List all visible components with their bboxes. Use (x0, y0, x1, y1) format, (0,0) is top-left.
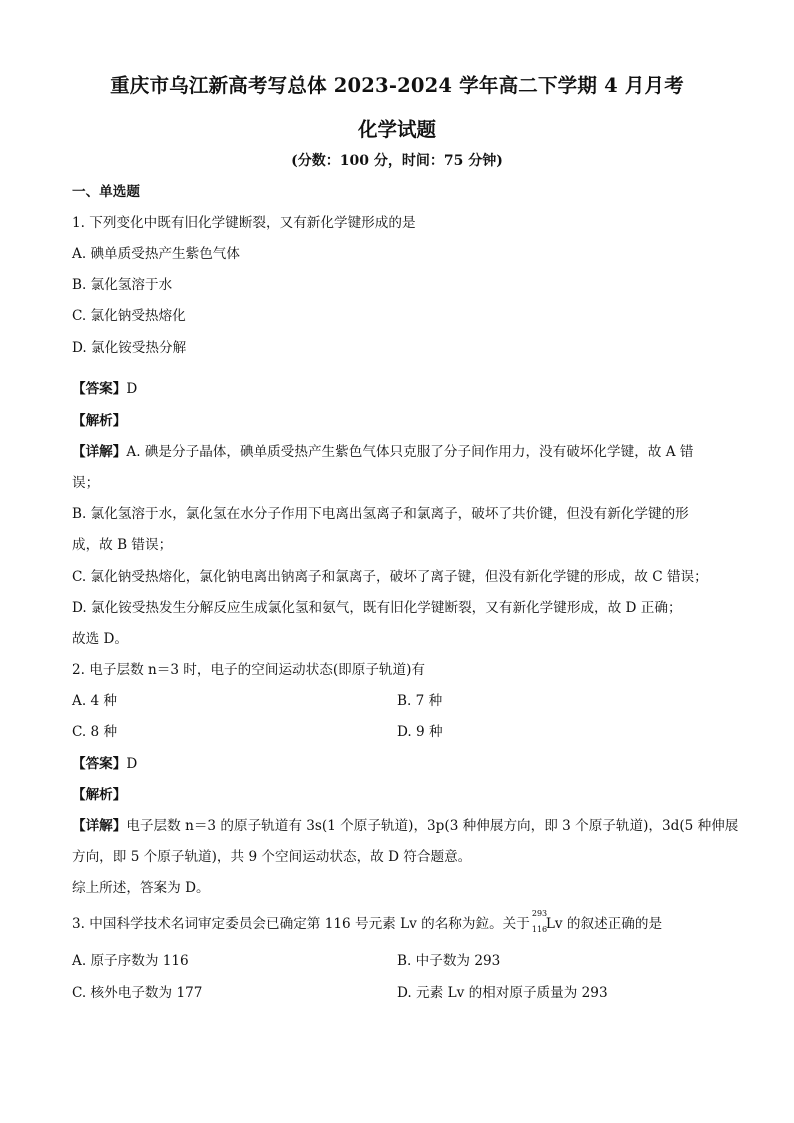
answer-value: D (126, 381, 138, 397)
q2-detail-line: 综上所述，答案为 D。 (72, 880, 210, 896)
nuclide-number: 116 (531, 925, 548, 934)
q1-detail-line: 成，故 B 错误； (72, 537, 173, 553)
nuclide-notation (530, 909, 548, 934)
nuclide-symbol: Lv (545, 916, 563, 932)
q1-detail-line (72, 442, 693, 462)
q1-option-c: C. 氯化钠受热熔化 (72, 308, 186, 324)
detail-text: 电子层数 n＝3 的原子轨道有 3s(1 个原子轨道)，3p(3 种伸展方向，即 3 个原子轨道)，3d(5 种伸展 (126, 818, 739, 834)
exam-subtitle: 化学试题 (357, 118, 436, 141)
q1-detail-line: 故选 D。 (72, 631, 129, 647)
q1-option-d: D. 氯化铵受热分解 (72, 340, 187, 356)
q2-option-c: C. 8 种 (72, 724, 118, 740)
q2-detail-line: 方向，即 5 个原子轨道)，共 9 个空间运动状态，故 D 符合题意。 (72, 849, 472, 865)
answer-value: D (126, 756, 138, 772)
q2-detail-line (72, 816, 738, 836)
detail-tag: 【详解】 (72, 444, 127, 460)
detail-tag: 【详解】 (72, 818, 127, 834)
q1-answer (72, 379, 137, 399)
q3-stem-before: 3. 中国科学技术名词审定委员会已确定第 116 号元素 Lv 的名称为鉝。关于 (72, 916, 530, 932)
q3-option-b: B. 中子数为 293 (397, 953, 501, 969)
analysis-tag: 【解析】 (72, 413, 127, 429)
q2-analysis-tag (72, 785, 126, 805)
analysis-tag: 【解析】 (72, 787, 127, 803)
q1-analysis-tag (72, 411, 126, 431)
exam-title: 重庆市乌江新高考写总体 2023-2024 学年高二下学期 4 月月考 (110, 74, 684, 97)
nuclide-mass: 293 (531, 909, 548, 918)
q3-option-d: D. 元素 Lv 的相对原子质量为 293 (397, 985, 608, 1001)
answer-tag: 【答案】 (72, 756, 127, 772)
q1-detail-line: 误； (72, 475, 100, 491)
answer-tag: 【答案】 (72, 381, 127, 397)
q3-stem-after: 的叙述正确的是 (562, 916, 663, 932)
q2-answer (72, 754, 137, 774)
q1-stem: 1. 下列变化中既有旧化学键断裂，又有新化学键形成的是 (72, 215, 416, 231)
q3-stem (72, 909, 663, 934)
q1-detail-line: C. 氯化钠受热熔化，氯化钠电离出钠离子和氯离子，破坏了离子键，但没有新化学键的形成，故 C 错误； (72, 569, 708, 585)
exam-info: (分数：100 分，时间：75 分钟) (291, 153, 503, 169)
q1-detail-line: B. 氯化氢溶于水，氯化氢在水分子作用下电离出氢离子和氯离子，破坏了共价键，但没有新化学键的形 (72, 506, 689, 522)
q2-option-b: B. 7 种 (397, 693, 443, 709)
q1-option-a: A. 碘单质受热产生紫色气体 (72, 246, 240, 262)
q1-detail-line: D. 氯化铵受热发生分解反应生成氯化氢和氨气，既有旧化学键断裂，又有新化学键形成，故 D 正确； (72, 600, 682, 616)
q3-option-a: A. 原子序数为 116 (72, 953, 189, 969)
q3-option-c: C. 核外电子数为 177 (72, 985, 203, 1001)
q2-option-a: A. 4 种 (72, 693, 118, 709)
section-heading: 一、单选题 (72, 184, 140, 200)
q1-option-b: B. 氯化氢溶于水 (72, 277, 173, 293)
q2-option-d: D. 9 种 (397, 724, 443, 740)
q2-stem: 2. 电子层数 n＝3 时，电子的空间运动状态(即原子轨道)有 (72, 662, 426, 678)
detail-text: A. 碘是分子晶体，碘单质受热产生紫色气体只克服了分子间作用力，没有破坏化学键，故 A 错 (126, 444, 694, 460)
